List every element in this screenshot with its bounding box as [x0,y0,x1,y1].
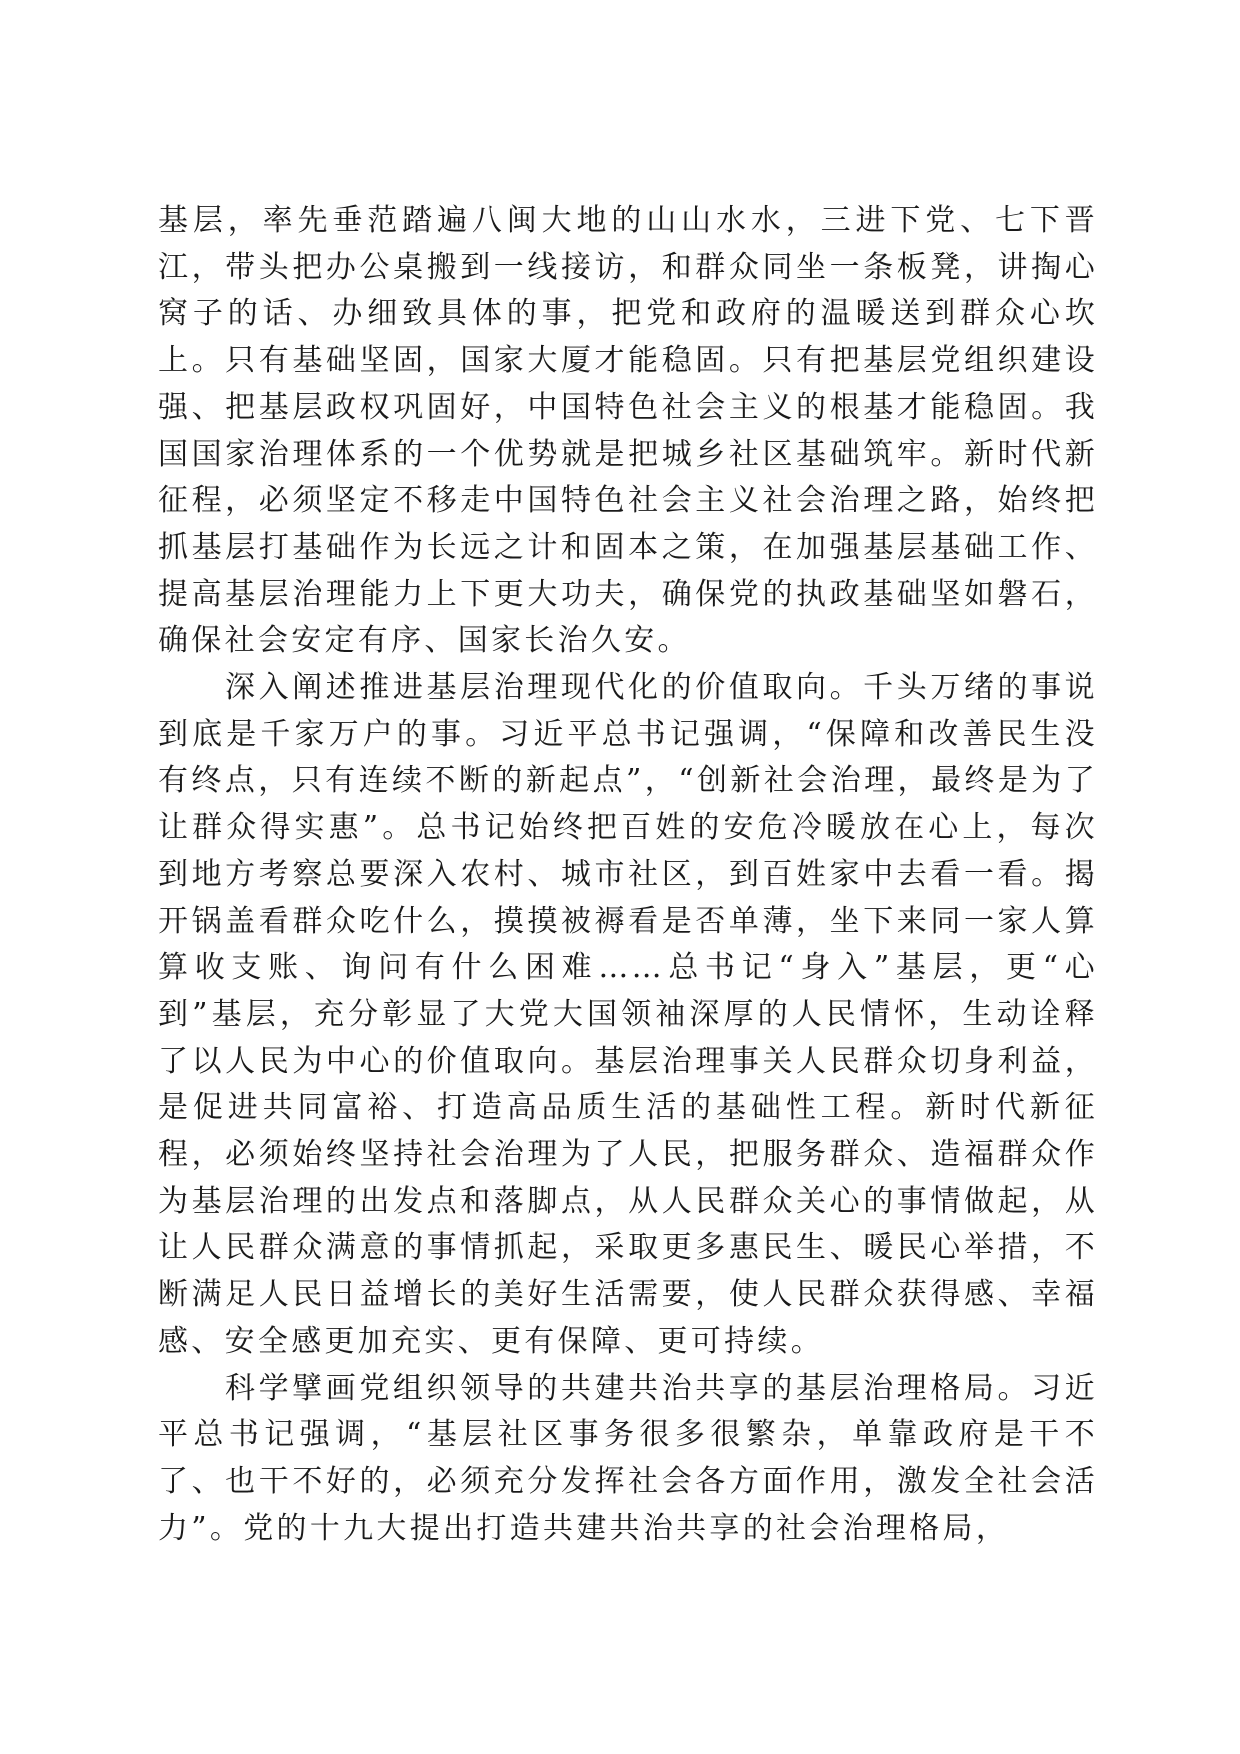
paragraph-governance-pattern: 科学擘画党组织领导的共建共治共享的基层治理格局。习近平总书记强调，“基层社区事务很多很繁杂，单靠政府是干不了、也干不好的，必须充分发挥社会各方面作用，激发全社会活力”。党的十九大提出打造共建共治共享的社会治理格局， [158,1370,1098,1546]
paragraph-grassroots-foundation: 基层，率先垂范踏遍八闽大地的山山水水，三进下党、七下晋江，带头把办公桌搬到一线接访，和群众同坐一条板凳，讲掏心窝子的话、办细致具体的事，把党和政府的温暖送到群众心坎上。只有基础坚固，国家大厦才能稳固。只有把基层党组织建设强、把基层政权巩固好，中国特色社会主义的根基才能稳固。我国国家治理体系的一个优势就是把城乡社区基础筑牢。新时代新征程，必须坚定不移走中国特色社会主义社会治理之路，始终把抓基层打基础作为长远之计和固本之策，在加强基层基础工作、提高基层治理能力上下更大功夫，确保党的执政基础坚如磐石，确保社会安定有序、国家长治久安。 [158,203,1098,659]
paragraph-value-orientation: 深入阐述推进基层治理现代化的价值取向。千头万绪的事说到底是千家万户的事。习近平总书记强调，“保障和改善民生没有终点，只有连续不断的新起点”，“创新社会治理，最终是为了让群众得实惠”。总书记始终把百姓的安危冷暖放在心上，每次到地方考察总要深入农村、城市社区，到百姓家中去看一看。揭开锅盖看群众吃什么，摸摸被褥看是否单薄，坐下来同一家人算算收支账、询问有什么困难……总书记“身入”基层，更“心到”基层，充分彰显了大党大国领袖深厚的人民情怀，生动诠释了以人民为中心的价值取向。基层治理事关人民群众切身利益，是促进共同富裕、打造高品质生活的基础性工程。新时代新征程，必须始终坚持社会治理为了人民，把服务群众、造福群众作为基层治理的出发点和落脚点，从人民群众关心的事情做起，从让人民群众满意的事情抓起，采取更多惠民生、暖民心举措，不断满足人民日益增长的美好生活需要，使人民群众获得感、幸福感、安全感更加充实、更有保障、更可持续。 [158,670,1098,1359]
document-body [158,198,1098,1552]
